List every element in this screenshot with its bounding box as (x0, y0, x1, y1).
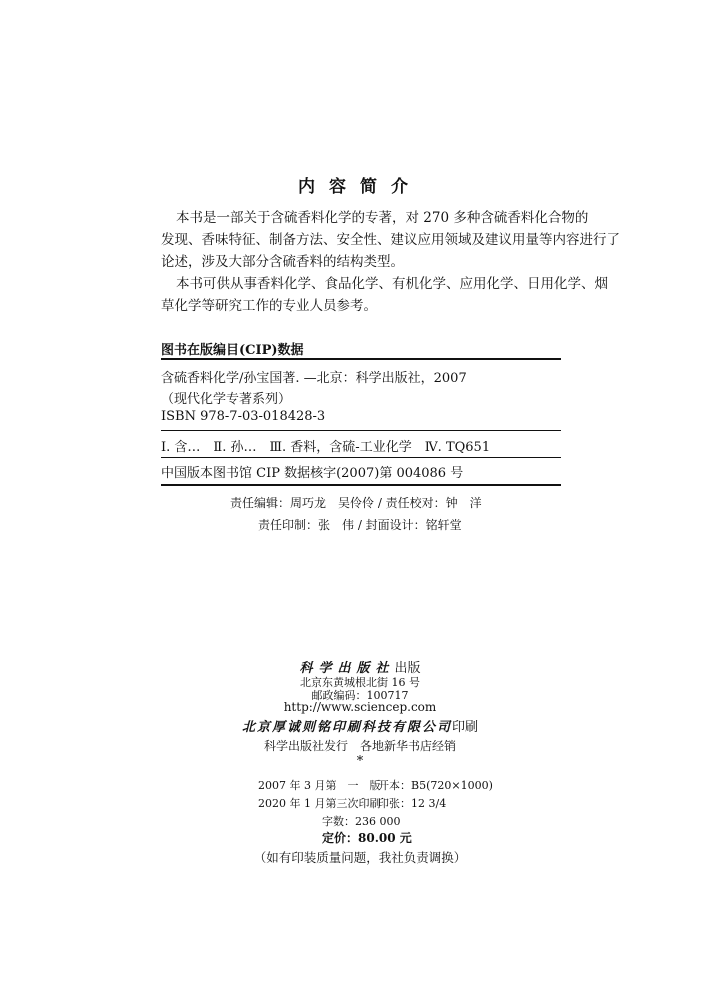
publisher-name-suffix: 出版 (394, 661, 421, 676)
publisher-url: http://www.sciencep.com (283, 700, 437, 714)
printer-name (0, 716, 720, 735)
cip-line-2: （现代化学专著系列） (161, 392, 292, 407)
cip-middle-rule (161, 430, 561, 431)
printer-name-suffix: 印刷 (452, 720, 479, 735)
cip-line-1: 含硫香料化学/孙宝国著. —北京：科学出版社，2007 (161, 371, 467, 386)
printer-name-stamp: 北京厚诚则铭印刷科技有限公司 (241, 720, 452, 735)
edition-sheets: 印张：12 3/4 (378, 797, 447, 810)
edition-words: 字数：236 000 (322, 815, 401, 828)
edition-notice: （如有印装质量问题，我社负责调换） (253, 850, 467, 865)
summary-paragraph-1-line-3: 论述，涉及大部分含硫香料的结构类型。 (161, 254, 404, 270)
publisher-name-stamp: 科学出版社 (299, 661, 395, 676)
summary-paragraph-1-line-2: 发现、香味特征、制备方法、安全性、建议应用领域及建议用量等内容进行了 (161, 232, 620, 248)
cip-bottom-rule (161, 484, 561, 486)
cip-top-rule (161, 358, 561, 360)
publisher-address: 北京东黄城根北街 16 号 (300, 676, 420, 689)
summary-paragraph-2-line-2: 草化学等研究工作的专业人员参考。 (161, 298, 377, 314)
summary-paragraph-2-line-1: 本书可供从事香料化学、食品化学、有机化学、应用化学、日用化学、烟 (176, 276, 608, 292)
cip-heading: 图书在版编目(CIP)数据 (161, 343, 304, 358)
distribution-line: 科学出版社发行 各地新华书店经销 (263, 739, 456, 753)
separator-asterisk: * (356, 754, 364, 769)
edition-first: 2007 年 3 月第 一 版 (258, 779, 381, 792)
edition-format: 开本：B5(720×1000) (378, 779, 493, 792)
edition-reprint: 2020 年 1 月第三次印刷 (258, 797, 381, 810)
cip-isbn: ISBN 978-7-03-018428-3 (161, 409, 326, 424)
publisher-postcode: 邮政编码：100717 (311, 689, 409, 702)
summary-paragraph-1-line-1: 本书是一部关于含硫香料化学的专著，对 270 多种含硫香料化合物的 (176, 210, 589, 226)
summary-title: 内容简介 (298, 177, 422, 197)
cip-middle-rule-2 (161, 457, 561, 458)
credits-line-2: 责任印制：张 伟 / 封面设计：铭轩堂 (258, 518, 462, 532)
cip-record: 中国版本图书馆 CIP 数据核字(2007)第 004086 号 (161, 466, 464, 481)
edition-price: 定价：80.00 元 (322, 831, 412, 845)
cip-classification: Ⅰ. 含… Ⅱ. 孙… Ⅲ. 香料，含硫-工业化学 Ⅳ. TQ651 (161, 440, 491, 455)
credits-line-1: 责任编辑：周巧龙 吴伶伶 / 责任校对：钟 洋 (230, 496, 482, 510)
